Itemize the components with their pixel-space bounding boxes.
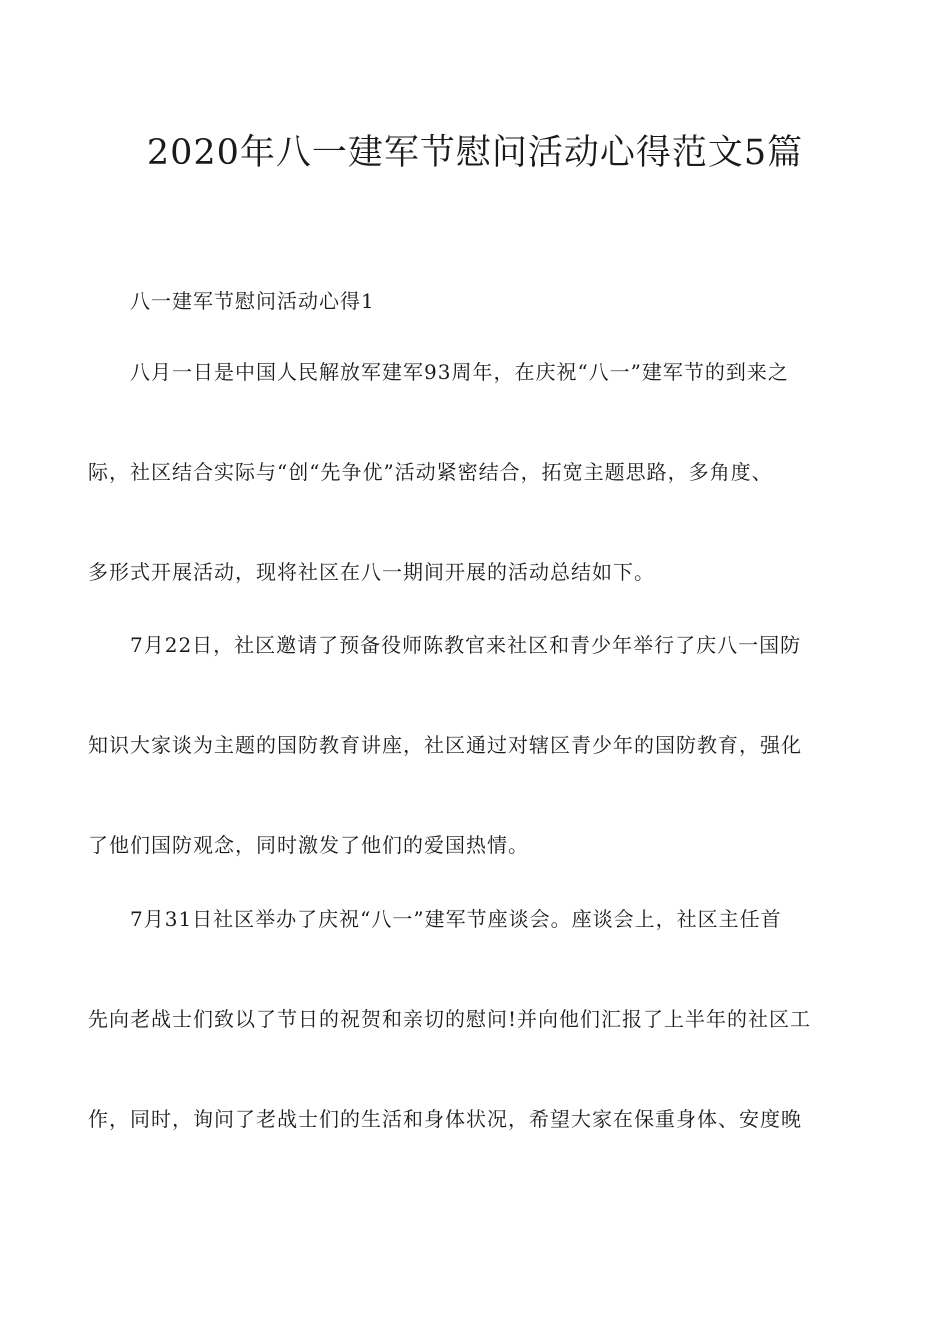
document-title: 2020年八一建军节慰问活动心得范文5篇 <box>146 133 804 173</box>
paragraph-line: 了他们国防观念，同时激发了他们的爱国热情。 <box>88 833 529 857</box>
paragraph-line: 多形式开展活动，现将社区在八一期间开展的活动总结如下。 <box>88 560 655 584</box>
paragraph-line: 知识大家谈为主题的国防教育讲座，社区通过对辖区青少年的国防教育，强化 <box>88 733 802 757</box>
section-heading: 八一建军节慰问活动心得1 <box>130 289 375 313</box>
paragraph-line: 八月一日是中国人民解放军建军93周年，在庆祝“八一”建军节的到来之 <box>130 360 789 384</box>
paragraph-line: 际，社区结合实际与“创“先争优”活动紧密结合，拓宽主题思路，多角度、 <box>88 460 773 484</box>
paragraph-line: 7月22日，社区邀请了预备役师陈教官来社区和青少年举行了庆八一国防 <box>130 633 802 657</box>
paragraph-line: 先向老战士们致以了节日的祝贺和亲切的慰问!并向他们汇报了上半年的社区工 <box>88 1007 812 1031</box>
paragraph-line: 7月31日社区举办了庆祝“八一”建军节座谈会。座谈会上，社区主任首 <box>130 907 782 931</box>
paragraph-line: 作，同时，询问了老战士们的生活和身体状况，希望大家在保重身体、安度晚 <box>88 1107 802 1131</box>
